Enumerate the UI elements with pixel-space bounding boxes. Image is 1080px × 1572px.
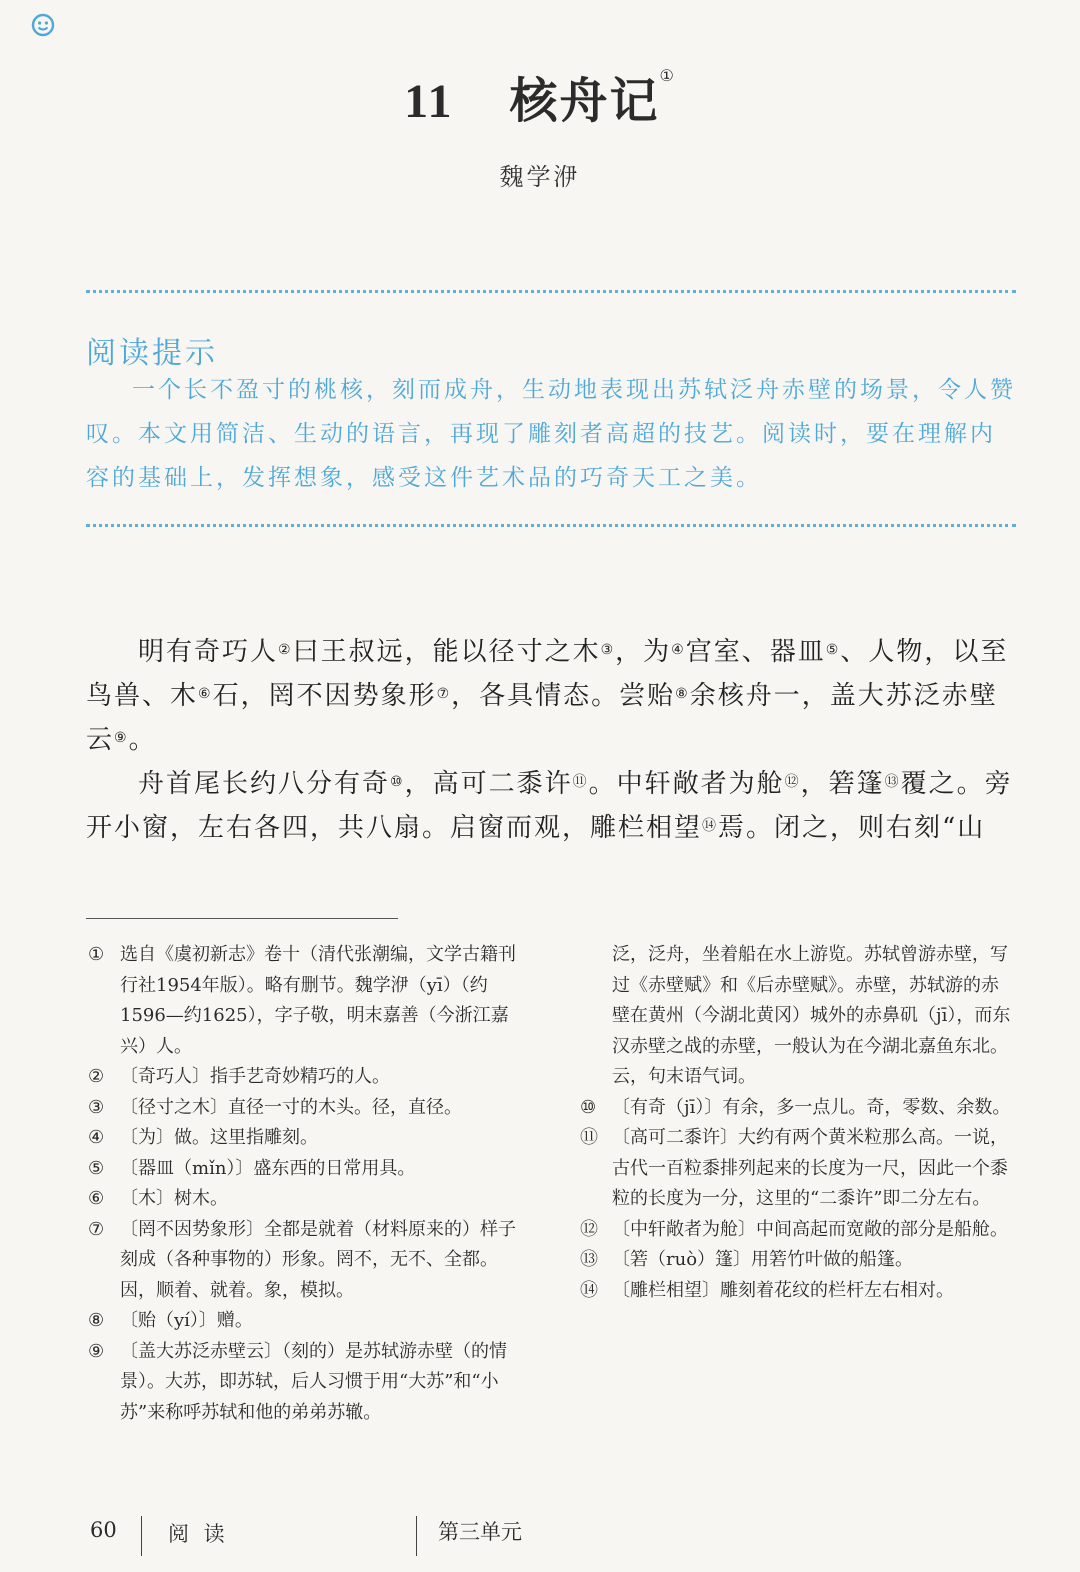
page-number: 60 [90,1518,117,1542]
lesson-title [0,62,1080,131]
reading-tip-heading: 阅读提示 [86,336,218,371]
footnote-item: ② 〔奇巧人〕指手艺奇妙精巧的人。 [88,1066,390,1087]
footnotes-left-column [86,940,522,1428]
footnote-item: ⑩ 〔有奇（jī）〕有余，多一点儿。奇，零数、余数。 [580,1096,1011,1118]
footnote-item: ① 选自《虞初新志》卷十（清代张潮编，文学古籍刊行社1954年版）。略有删节。魏学洢（yī）（约1596—约1625），字子敬，明末嘉善（今浙江嘉兴）人。 [88,944,516,1057]
dotted-divider-top [86,290,1016,293]
main-text [86,630,1016,850]
lesson-title-text: 核舟记 [509,73,660,129]
footnote-rule [86,918,398,919]
footnote-item: ⑧ 〔贻（yí）〕赠。 [88,1310,253,1331]
footnote-item: ⑫ 〔中轩敞者为舱〕中间高起而宽敞的部分是船舱。 [580,1218,1008,1240]
footer-divider [416,1516,417,1556]
footnote-item-continued: 泛，泛舟，坐着船在水上游览。苏轼曾游赤壁，写过《赤壁赋》和《后赤壁赋》。赤壁，苏轼游的赤壁在黄州（今湖北黄冈）城外的赤鼻矶（jī），而东汉赤壁之战的赤壁，一般认为在今湖北嘉鱼东北。云，句末语气词。 [612,944,1011,1087]
dotted-divider-bottom [86,524,1016,527]
paragraph-2: 舟首尾长约八分有奇⑩，高可二黍许⑪。中轩敞者为舱⑫，箬篷⑬覆之。旁开小窗，左右各四，共八扇。启窗而观，雕栏相望⑭焉。闭之，则右刻“山 [86,769,1013,843]
lesson-number: 11 [404,75,454,128]
footnote-item: ⑤ 〔器皿（mǐn）〕盛东西的日常用具。 [88,1157,416,1179]
footnote-item: ⑭ 〔雕栏相望〕雕刻着花纹的栏杆左右相对。 [580,1279,954,1301]
smiley-face-icon [31,13,55,37]
footnote-item: ⑬ 〔箬（ruò）篷〕用箬竹叶做的船篷。 [580,1249,914,1270]
footnotes-right-column [578,940,1014,1306]
reading-tip-body: 一个长不盈寸的桃核，刻而成舟，生动地表现出苏轼泛舟赤壁的场景，令人赞叹。本文用简洁、生动的语言，再现了雕刻者高超的技艺。阅读时，要在理解内容的基础上，发挥想象，感受这件艺术品的巧奇天工之美。 [86,377,1016,491]
footnote-item: ⑪ 〔高可二黍许〕大约有两个黄米粒那么高。一说，古代一百粒黍排列起来的长度为一尺，因此一个黍粒的长度为一分，这里的“二黍许”即二分左右。 [580,1127,1008,1209]
title-footnote-mark: ① [659,66,676,85]
unit-label: 第三单元 [438,1520,522,1544]
footnote-item: ③ 〔径寸之木〕直径一寸的木头。径，直径。 [88,1096,462,1118]
footer-divider [141,1516,142,1556]
footnote-item: ⑥ 〔木〕树木。 [88,1188,228,1209]
section-label: 阅 读 [168,1522,229,1546]
paragraph-1: 明有奇巧人②曰王叔远，能以径寸之木③，为④宫室、器皿⑤、人物，以至鸟兽、木⑥石，罔不因势象形⑦，各具情态。尝贻⑧余核舟一，盖大苏泛赤壁云⑨。 [86,637,1009,755]
footnote-item: ⑨ 〔盖大苏泛赤壁云〕（刻的）是苏轼游赤壁（的情景）。大苏，即苏轼，后人习惯于用“大苏”和“小苏”来称呼苏轼和他的弟弟苏辙。 [88,1340,507,1423]
footnote-item: ④ 〔为〕做。这里指雕刻。 [88,1127,318,1148]
footnote-item: ⑦ 〔罔不因势象形〕全都是就着（材料原来的）样子刻成（各种事物的）形象。罔不，无不、全都。因，顺着、就着。象，模拟。 [88,1218,516,1301]
author: 魏学洢 [499,163,581,191]
